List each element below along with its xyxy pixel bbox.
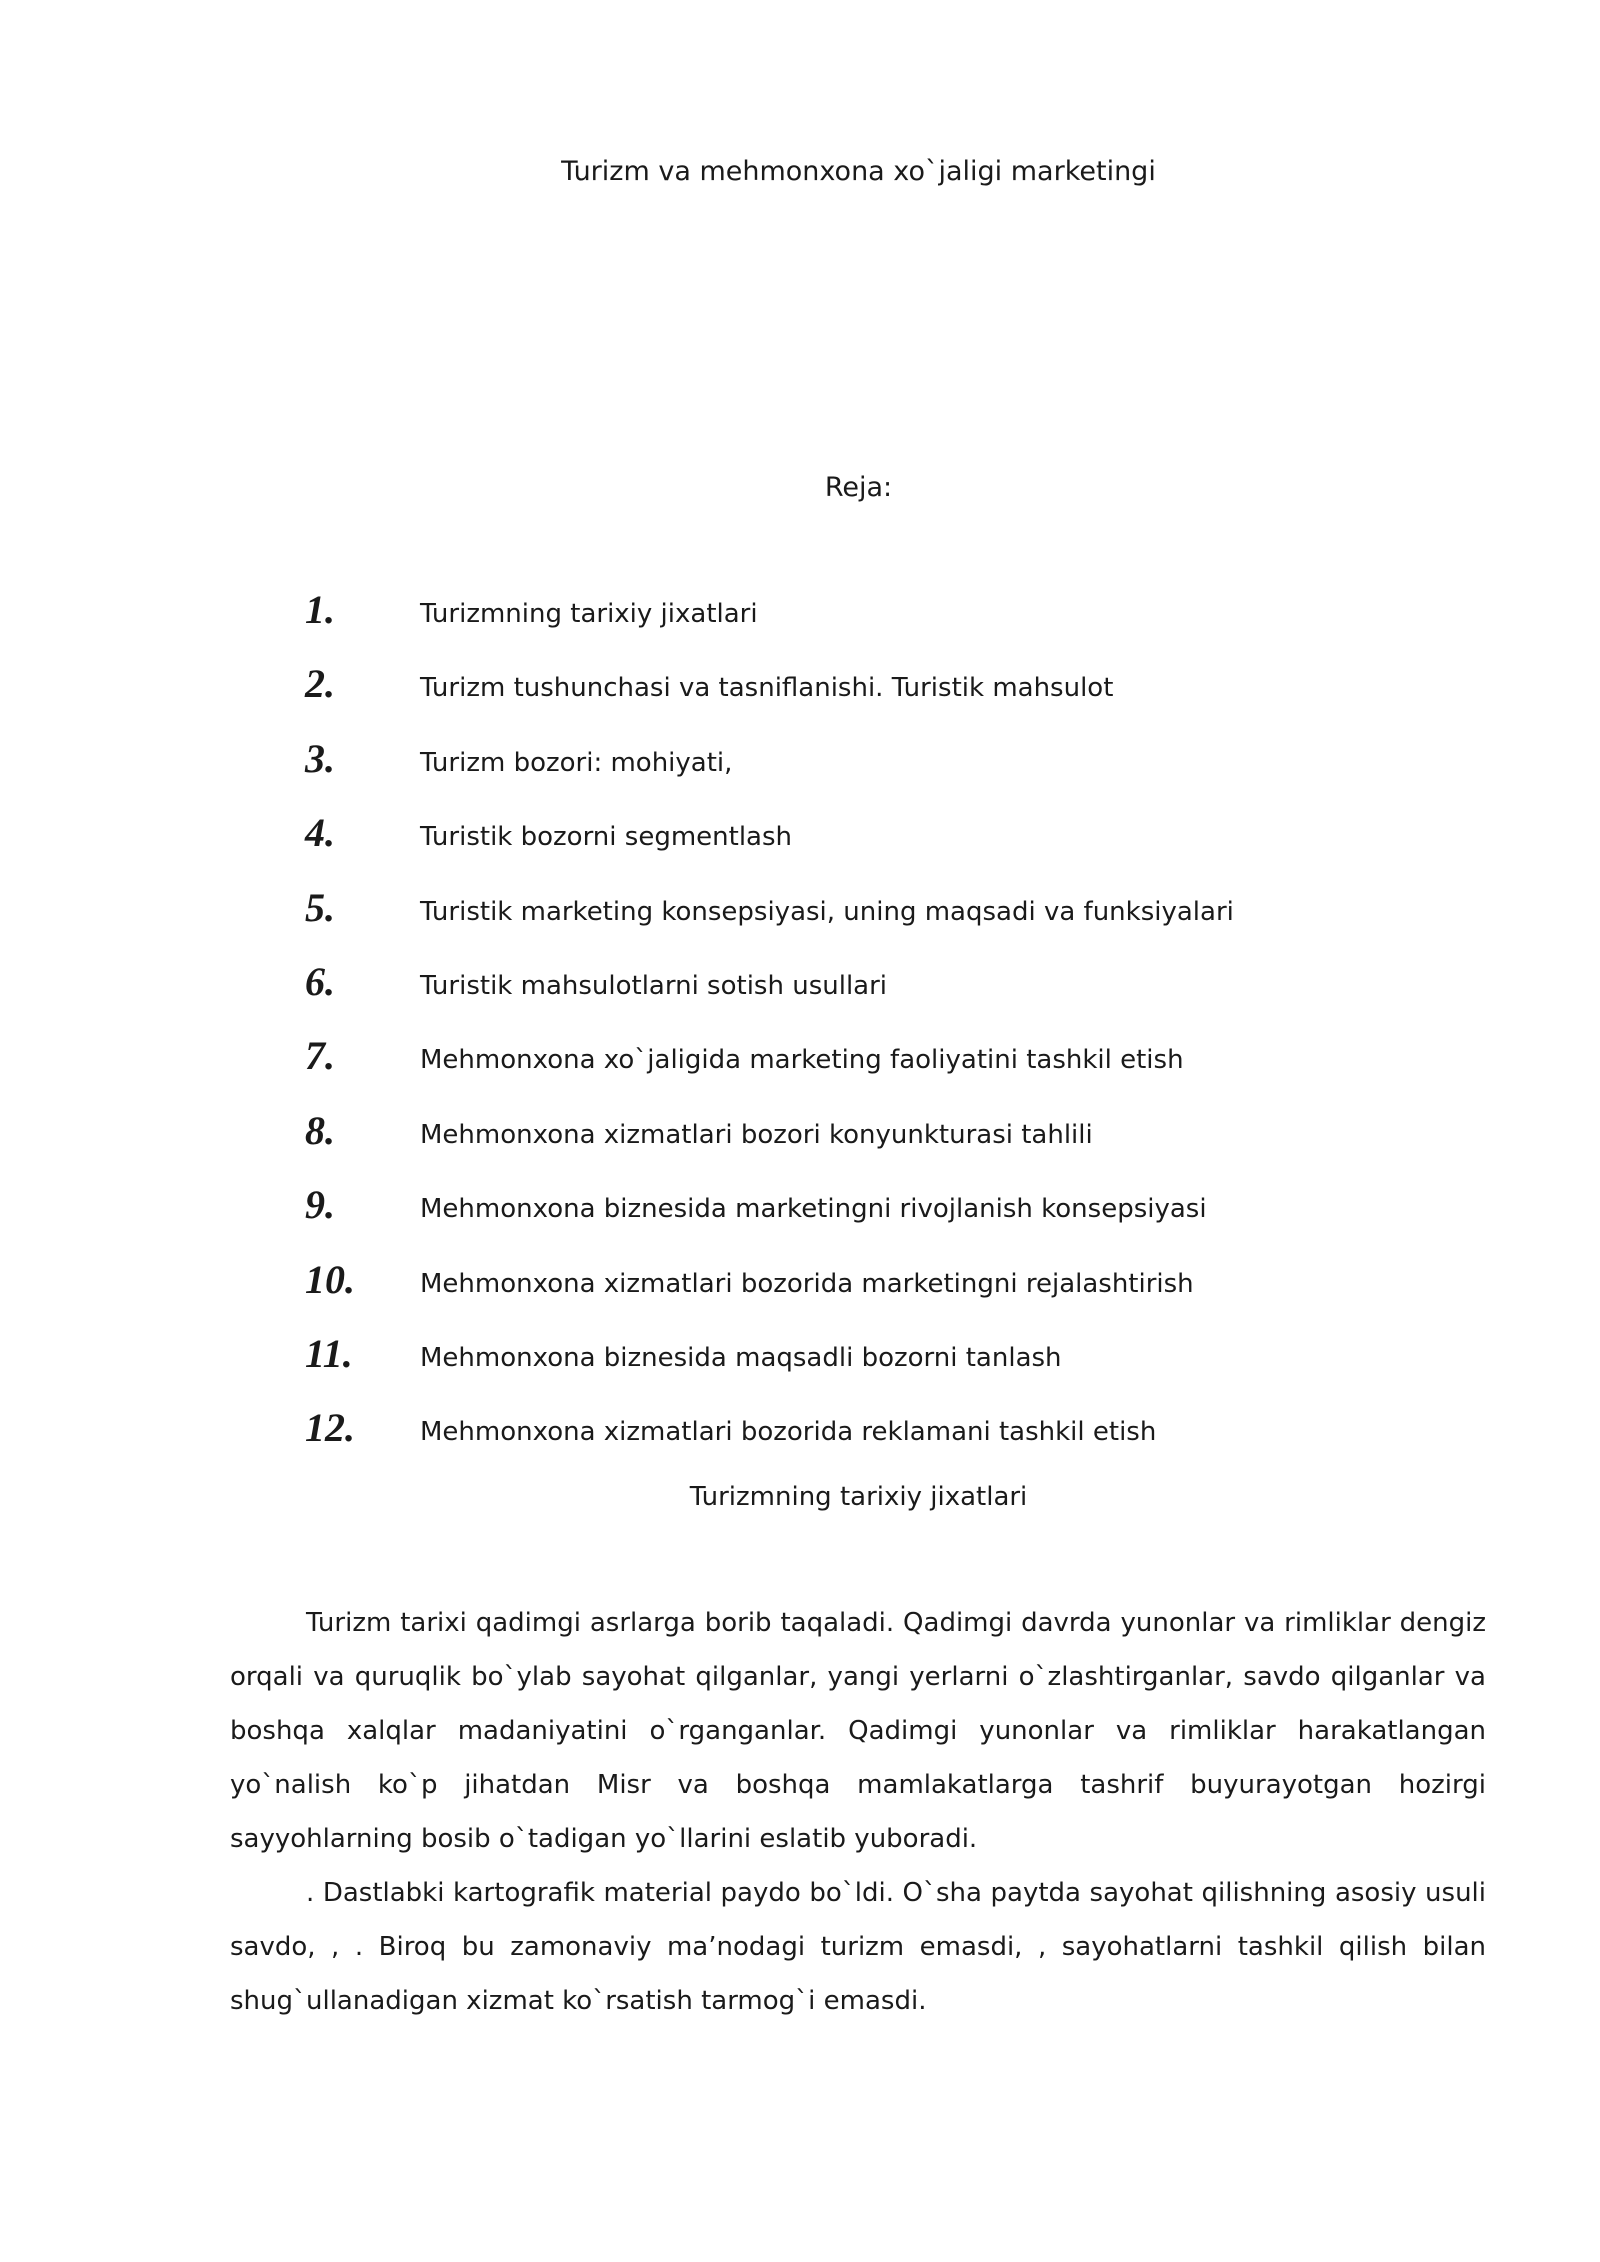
plan-item (305, 735, 1505, 809)
plan-item (305, 660, 1505, 734)
section-heading: Turizmning tarixiy jixatlari (689, 1482, 1028, 1512)
plan-item-number: 9. (305, 1182, 335, 1228)
plan-item-text: Mehmonxona xizmatlari bozorida reklamani tashkil etish (420, 1417, 1157, 1448)
plan-heading: Reja: (824, 472, 893, 503)
plan-item-text: Mehmonxona xizmatlari bozorida marketingni rejalashtirish (420, 1268, 1194, 1299)
plan-item-number: 8. (305, 1107, 335, 1153)
plan-item-text: Mehmonxona biznesida maqsadli bozorni tanlash (420, 1342, 1062, 1373)
plan-item-number: 2. (305, 661, 335, 707)
plan-item-number: 1. (305, 587, 335, 632)
plan-list (305, 586, 1505, 1479)
plan-item (305, 1330, 1505, 1404)
body-text (230, 1596, 1486, 2028)
plan-item-text: Turistik bozorni segmentlash (420, 822, 792, 853)
plan-item-text: Turistik marketing konsepsiyasi, uning maqsadi va funksiyalari (420, 896, 1234, 927)
plan-item (305, 1032, 1505, 1106)
paragraph: Turizm tarixi qadimgi asrlarga borib taqaladi. Qadimgi davrda yunonlar va rimliklar dengiz orqali va quruqlik bo`ylab sayohat qilganlar, yangi yerlarni o`zlashtirganlar, savdo qilganlar va boshqa xalqlar madaniyatini o`rganganlar. Qadimgi yunonlar va rimliklar harakatlangan yo`nalish ko`p jihatdan Misr va boshqa mamlakatlarga tashrif buyurayotgan hozirgi sayyohlarning bosib o`tadigan yo`llarini eslatib yuboradi. (230, 1608, 1486, 1854)
plan-item (305, 809, 1505, 883)
plan-item-number: 6. (305, 958, 335, 1004)
plan-item-number: 12. (305, 1405, 355, 1451)
plan-item (305, 884, 1505, 958)
plan-item-number: 10. (305, 1256, 355, 1302)
plan-item-text: Turizm bozori: mohiyati, (420, 747, 733, 778)
plan-item-number: 5. (305, 884, 335, 930)
plan-item-text: Mehmonxona biznesida marketingni rivojlanish konsepsiyasi (420, 1194, 1207, 1225)
plan-item-number: 7. (305, 1033, 335, 1079)
plan-item (305, 958, 1505, 1032)
plan-item-text: Turistik mahsulotlarni sotish usullari (420, 970, 888, 1001)
plan-item-text: Turizm tushunchasi va tasniflanishi. Turistik mahsulot (420, 673, 1114, 704)
paragraph: . Dastlabki kartografik material paydo bo`ldi. O`sha paytda sayohat qilishning asosiy usuli savdo, , . Biroq bu zamonaviy ma’nodagi turizm emasdi, , sayohatlarni tashkil qilish bilan shug`ullanadigan xizmat ko`rsatish tarmog`i emasdi. (230, 1878, 1486, 2016)
plan-item-text: Mehmonxona xizmatlari bozori konyunkturasi tahlili (420, 1119, 1093, 1150)
plan-item-number: 3. (305, 735, 335, 781)
plan-item-text: Turizmning tarixiy jixatlari (420, 599, 758, 629)
document-title: Turizm va mehmonxona xo`jaligi marketingi (561, 156, 1156, 187)
plan-item-number: 4. (305, 810, 335, 856)
plan-item (305, 1256, 1505, 1330)
plan-item (305, 586, 1505, 660)
plan-item (305, 1404, 1505, 1478)
plan-item (305, 1181, 1505, 1255)
plan-item (305, 1107, 1505, 1181)
plan-item-text: Mehmonxona xo`jaligida marketing faoliyatini tashkil etish (420, 1045, 1184, 1076)
plan-item-number: 11. (305, 1330, 353, 1376)
